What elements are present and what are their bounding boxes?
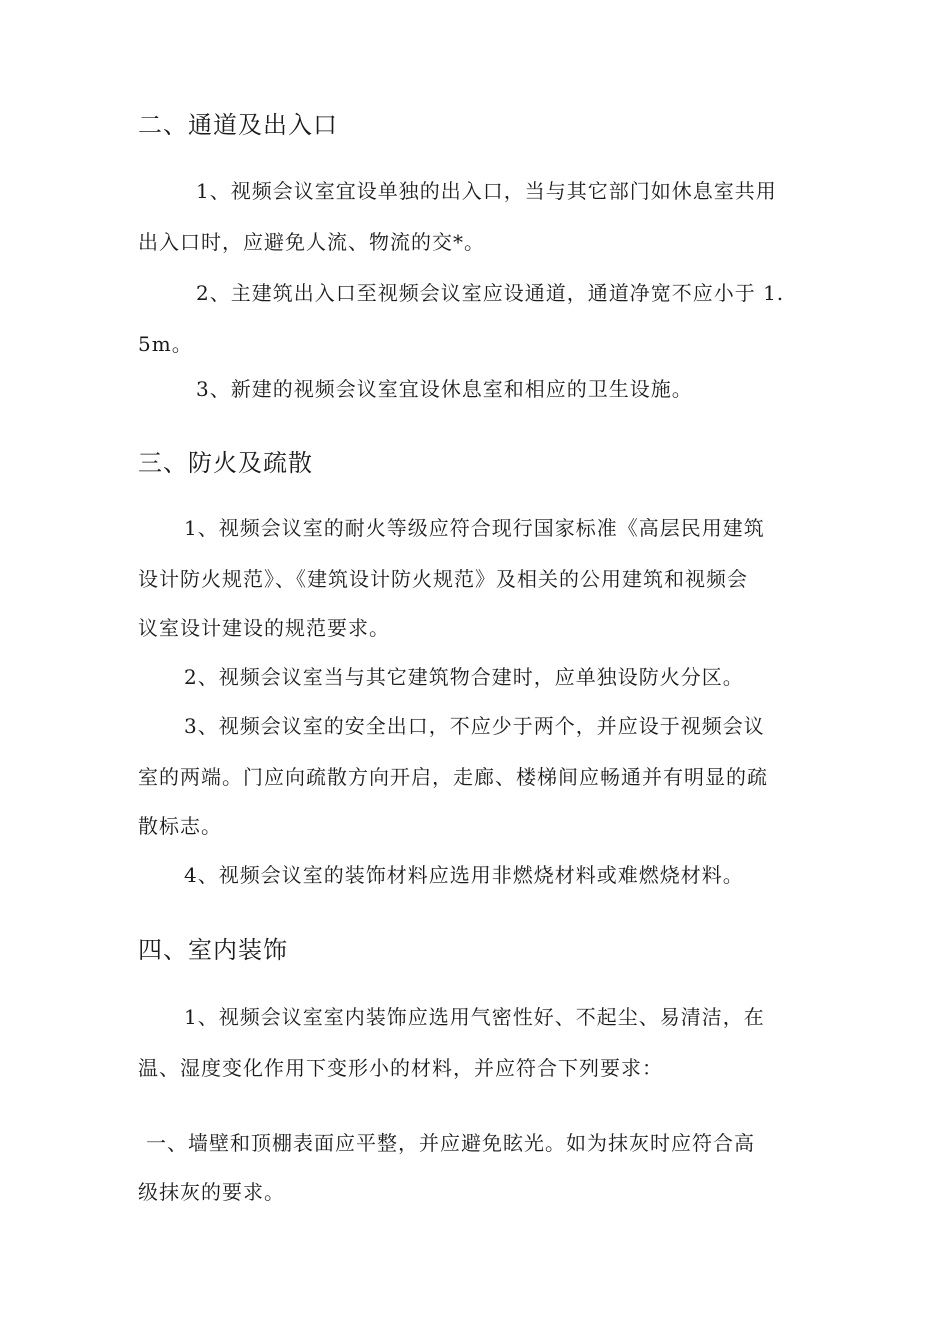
section-heading-fire: 三、防火及疏散 bbox=[138, 449, 313, 477]
paragraph-line: 5m。 bbox=[138, 332, 193, 356]
paragraph-line: 3、新建的视频会议室宜设休息室和相应的卫生设施。 bbox=[196, 377, 693, 401]
paragraph-line: 4、视频会议室的装饰材料应选用非燃烧材料或难燃烧材料。 bbox=[184, 863, 744, 887]
paragraph-line: 室的两端。门应向疏散方向开启，走廊、楼梯间应畅通并有明显的疏 bbox=[138, 765, 768, 789]
paragraph-line: 散标志。 bbox=[138, 814, 222, 838]
paragraph-line: 设计防火规范》、《建筑设计防火规范》及相关的公用建筑和视频会 bbox=[138, 567, 748, 591]
paragraph-line: 级抹灰的要求。 bbox=[138, 1180, 285, 1204]
paragraph-line: 1、视频会议室的耐火等级应符合现行国家标准《高层民用建筑 bbox=[184, 516, 765, 540]
paragraph-line: 1、视频会议室室内装饰应选用气密性好、不起尘、易清洁，在 bbox=[184, 1005, 765, 1029]
paragraph-line: 3、视频会议室的安全出口，不应少于两个，并应设于视频会议 bbox=[184, 714, 765, 738]
paragraph-line: 1、视频会议室宜设单独的出入口，当与其它部门如休息室共用 bbox=[196, 179, 777, 203]
paragraph-line: 温、湿度变化作用下变形小的材料，并应符合下列要求： bbox=[138, 1056, 663, 1080]
paragraph-line: 出入口时，应避免人流、物流的交*。 bbox=[138, 230, 485, 254]
section-heading-passage: 二、通道及出入口 bbox=[138, 111, 338, 139]
paragraph-line: 2、视频会议室当与其它建筑物合建时，应单独设防火分区。 bbox=[184, 665, 744, 689]
paragraph-line: 议室设计建设的规范要求。 bbox=[138, 616, 390, 640]
section-heading-decoration: 四、室内装饰 bbox=[138, 936, 288, 964]
paragraph-line: 2、主建筑出入口至视频会议室应设通道，通道净宽不应小于 1. bbox=[196, 281, 785, 305]
paragraph-line: 一、墙壁和顶棚表面应平整，并应避免眩光。如为抹灰时应符合高 bbox=[146, 1131, 755, 1155]
